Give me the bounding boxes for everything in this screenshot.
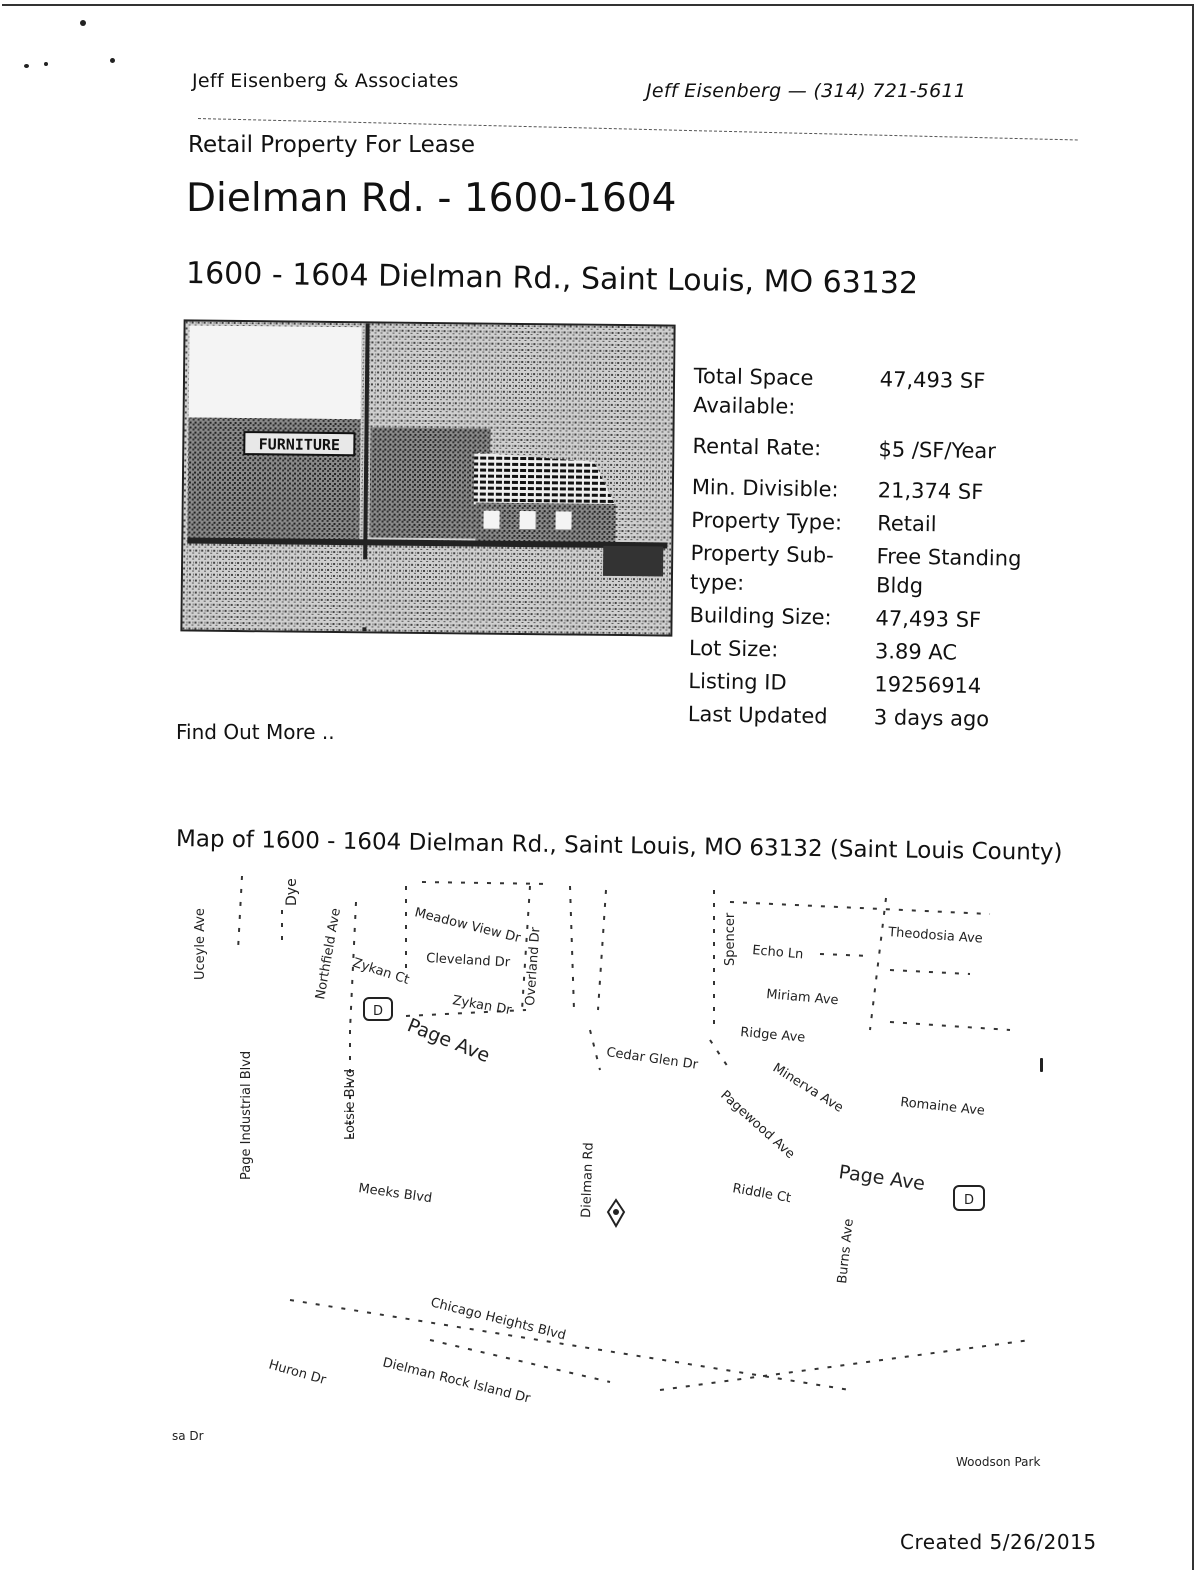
listing-title: Dielman Rd. - 1600-1604 bbox=[186, 176, 677, 221]
fact-value: Free Standing Bldg bbox=[875, 544, 1022, 599]
route-marker-label: D bbox=[963, 1193, 975, 1208]
fact-row-lot-size bbox=[689, 634, 1069, 670]
fact-value: 19256914 bbox=[874, 672, 982, 699]
fact-row-listing-id bbox=[688, 667, 1068, 703]
fact-value: 3 days ago bbox=[873, 705, 990, 732]
street-label: Overland Dr bbox=[523, 926, 544, 1007]
street-label: Dye bbox=[284, 878, 300, 906]
scan-speck bbox=[110, 58, 115, 63]
created-date: Created 5/26/2015 bbox=[900, 1530, 1097, 1554]
listing-address: 1600 - 1604 Dielman Rd., Saint Louis, MO 63132 bbox=[185, 256, 919, 302]
street-label: Pagewood Ave bbox=[717, 1087, 798, 1163]
fact-label: Building Size: bbox=[689, 602, 832, 630]
fact-row-property-type bbox=[691, 506, 1071, 542]
street-label: Zykan Ct bbox=[350, 955, 411, 988]
scan-speck bbox=[24, 64, 29, 68]
street-label: Spencer bbox=[723, 912, 738, 966]
agent-contact: Jeff Eisenberg — (314) 721-5611 bbox=[646, 80, 967, 102]
fact-row-total-space bbox=[693, 362, 1074, 427]
street-label: Page Industrial Blvd bbox=[239, 1050, 254, 1180]
street-label: Dielman Rock Island Dr bbox=[381, 1355, 532, 1407]
street-label: Page Ave bbox=[837, 1161, 927, 1196]
fact-value: $5 /SF/Year bbox=[878, 437, 997, 464]
street-label: Cedar Glen Dr bbox=[605, 1045, 699, 1073]
fact-value: 3.89 AC bbox=[874, 639, 958, 665]
route-marker-east bbox=[954, 1186, 984, 1210]
property-location-pin bbox=[608, 1200, 624, 1226]
street-label: Page Ave bbox=[404, 1014, 493, 1068]
street-label: Theodosia Ave bbox=[887, 925, 984, 947]
street-label: Romaine Ave bbox=[899, 1095, 986, 1119]
street-label: Dielman Rd bbox=[579, 1142, 597, 1219]
property-photo bbox=[180, 319, 675, 636]
street-label: Uceyle Ave bbox=[193, 908, 208, 980]
map-title: Map of 1600 - 1604 Dielman Rd., Saint Louis, MO 63132 (Saint Louis County) bbox=[175, 826, 1063, 866]
fact-value: Retail bbox=[877, 511, 937, 537]
property-facts bbox=[688, 362, 1074, 740]
fact-row-last-updated bbox=[688, 700, 1068, 736]
find-out-more-link[interactable]: Find Out More .. bbox=[176, 720, 335, 744]
street-map bbox=[170, 870, 1050, 1470]
fact-row-rental-rate bbox=[692, 432, 1072, 468]
fact-label: Property Type: bbox=[691, 507, 843, 535]
fact-row-property-subtype bbox=[690, 539, 1071, 604]
fact-label: Min. Divisible: bbox=[691, 474, 839, 502]
fact-label: Property Sub-type: bbox=[689, 540, 834, 595]
street-label: Woodson Park bbox=[956, 1455, 1041, 1469]
street-label: Meadow View Dr bbox=[413, 905, 522, 947]
fact-label: Last Updated bbox=[687, 701, 828, 729]
street-label: Huron Dr bbox=[266, 1357, 328, 1389]
fact-value: 47,493 SF bbox=[875, 606, 982, 633]
route-marker-label: D bbox=[372, 1004, 384, 1019]
street-label: Miriam Ave bbox=[765, 987, 840, 1009]
street-label: Cleveland Dr bbox=[425, 951, 511, 971]
fact-label: Rental Rate: bbox=[692, 433, 822, 461]
street-label: Northfield Ave bbox=[313, 907, 344, 1001]
scan-speck bbox=[44, 62, 48, 66]
fact-label: Listing ID bbox=[688, 668, 787, 695]
street-label: Chicago Heights Blvd bbox=[429, 1295, 568, 1344]
street-label: Ridge Ave bbox=[739, 1025, 806, 1046]
company-name: Jeff Eisenberg & Associates bbox=[192, 70, 459, 92]
street-label: Minerva Ave bbox=[769, 1060, 846, 1116]
street-label: Lotsie Blvd bbox=[343, 1068, 358, 1140]
street-label: sa Dr bbox=[172, 1429, 204, 1443]
street-label: Echo Ln bbox=[751, 943, 804, 963]
fact-value: 21,374 SF bbox=[877, 478, 984, 505]
scan-speck bbox=[80, 20, 86, 26]
street-label: Burns Ave bbox=[835, 1217, 857, 1285]
fact-row-min-divisible bbox=[692, 473, 1072, 509]
fact-value: 47,493 SF bbox=[879, 367, 986, 394]
listing-category: Retail Property For Lease bbox=[188, 132, 475, 158]
street-label: Riddle Ct bbox=[731, 1181, 793, 1207]
furniture-sign: FURNITURE bbox=[258, 435, 341, 455]
street-label: Meeks Blvd bbox=[357, 1181, 433, 1207]
fact-label: Total Space Available: bbox=[693, 363, 814, 419]
fact-label: Lot Size: bbox=[688, 635, 779, 662]
street-label: Zykan Dr bbox=[451, 993, 513, 1019]
route-marker-west bbox=[364, 998, 392, 1020]
fact-row-building-size bbox=[689, 601, 1069, 637]
property-photo-illustration bbox=[182, 321, 673, 634]
